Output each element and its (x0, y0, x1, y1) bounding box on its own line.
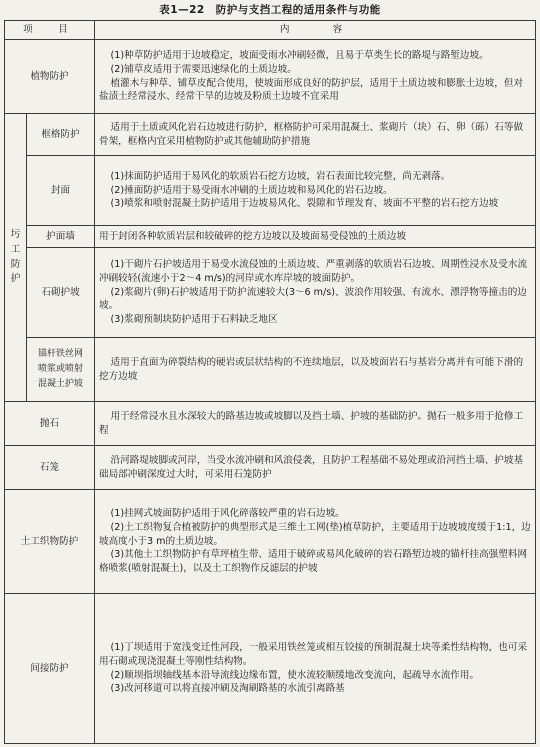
content-line: (2)捶面防护适用于易受雨水冲刷的土质边坡和易风化的岩石边坡。 (110, 184, 393, 196)
row-label: 抛石 (5, 402, 95, 446)
group-label-char: 护 (10, 273, 21, 285)
row-label: 石砌护坡 (27, 248, 95, 338)
row-content (95, 446, 536, 490)
content-line: (2)土工织物复合植被防护的典型形式是三维土工网(垫)植草防护，主要适用于边坡坡度缓于1:1，边坡高度小于3 m的土质边坡。 (99, 522, 531, 547)
row-label: 间接防护 (5, 594, 95, 744)
row-content (95, 114, 536, 156)
header-item: 项 目 (5, 21, 95, 40)
row-stone (5, 248, 536, 338)
content-line: 适用于土质或风化岩石边坡进行防护，框格防护可采用混凝土、浆砌片（块）石、卵（砾）石等做骨架，框格内宜采用植物防护或其他辅助防护措施 (99, 121, 524, 147)
row-riprap (5, 402, 536, 446)
row-label-line: 混凝土护坡 (37, 379, 83, 390)
content-line: (1)抹面防护适用于易风化的软质岩石挖方边坡，岩石表面比较完整，尚无剥落。 (110, 171, 451, 183)
row-plant (5, 40, 536, 114)
content-line: (3)浆砌预制块防护适用于石料缺乏地区 (110, 313, 278, 325)
content-line: 用于封闭各种软质岩层和较破碎的挖方边坡以及坡面易受侵蚀的土质边坡 (99, 230, 406, 242)
group-label-masonry (5, 114, 27, 402)
header-row (5, 21, 536, 40)
content-line: (3)其他土工织物防护有草坪植生带、适用于破碎或易风化破碎的岩石路堑边坡的锚杆挂高强塑料网格喷浆(喷射混凝土)，以及土工织物作反滤层的护坡 (99, 549, 528, 574)
row-label: 封面 (27, 156, 95, 226)
row-gabion (5, 446, 536, 490)
content-line: (3)喷浆和喷射混凝土防护适用于边坡易风化、裂隙和节理发育、坡面不平整的岩石挖方边坡 (110, 198, 499, 210)
content-line: 适用于直面为碎裂结构的硬岩或层状结构的不连续地层，以及坡面岩石与基岩分离并有可能下滑的挖方边坡 (99, 356, 524, 382)
protection-table (4, 20, 536, 744)
row-label: 土工织物防护 (5, 490, 95, 594)
row-indirect (5, 594, 536, 744)
row-label: 石笼 (5, 446, 95, 490)
row-content (95, 338, 536, 402)
row-cover (5, 156, 536, 226)
row-content (95, 226, 536, 248)
group-label-char: 工 (10, 243, 21, 255)
row-label: 植物防护 (5, 40, 95, 114)
group-label-char: 圬 (10, 228, 21, 240)
content-line: (1)挂网式坡面防护适用于风化碎落较严重的岩石边坡。 (110, 508, 345, 520)
row-label-line: 喷浆或喷射 (37, 363, 83, 374)
row-content (95, 594, 536, 744)
row-content (95, 156, 536, 226)
table-title: 表1—22 防护与支挡工程的适用条件与功能 (159, 4, 381, 16)
content-line: (2)顺坝指坝轴线基本沿导流线边缘布置，使水流较顺缓地改变流向，起疏导水流作用。 (110, 669, 480, 681)
content-line: (2)浆砌片(卵)石护坡适用于防护流速较大(3～6 m/s)、波浪作用较强、有流水、漂浮物等撞击的边坡。 (99, 286, 527, 312)
header-content: 内 容 (95, 21, 536, 40)
row-label: 护面墙 (27, 226, 95, 248)
row-label: 框格防护 (27, 114, 95, 156)
row-anchor (5, 338, 536, 402)
content-line: 沿河路堤坡脚或河岸，当受水流冲刷和风浪侵袭，且防护工程基础不易处理或沿河挡土墙、护坡基础局部冲刷深度过大时，可采用石笼防护 (99, 454, 524, 480)
content-line: (1)干砌片石护坡适用于易受水流侵蚀的土质边坡、严重剥落的软质岩石边坡、周期性浸水及受水流冲刷较轻(流速小于2～4 m/s)的河岸或水库岸坡的坡面防护。 (99, 259, 528, 285)
row-label-line: 锚杆铁丝网 (37, 348, 83, 359)
group-label-char: 防 (10, 258, 21, 270)
row-content (95, 490, 536, 594)
row-content (95, 40, 536, 114)
content-line: (1)种草防护适用于边坡稳定，坡面受雨水冲刷轻微，且易于草类生长的路堤与路堑边坡。 (110, 50, 489, 62)
row-content (95, 402, 536, 446)
content-line: 植灌木与种草、铺草皮配合使用，使坡面形成良好的防护层，适用于土质边坡和膨胀土边坡，但对盐渍土经常浸水、经常干旱的边坡及粉质土边坡不宜采用 (99, 77, 524, 103)
content-line: (1)丁坝适用于宽浅变迁性河段，一般采用铁丝笼或相互铰接的预制混凝土块等柔性结构物，也可采用石砌或现浇混凝土等刚性结构物。 (99, 642, 528, 667)
content-line: (2)铺草皮适用于需要迅速绿化的土质边坡。 (110, 63, 297, 75)
row-wall (5, 226, 536, 248)
content-line: (3)改河移道可以将直接冲刷及淘刷路基的水流引离路基 (110, 683, 345, 695)
row-content (95, 248, 536, 338)
row-frame (5, 114, 536, 156)
row-geo (5, 490, 536, 594)
row-label (27, 338, 95, 402)
content-line: 用于经常浸水且水深较大的路基边坡或坡脚以及挡土墙、护坡的基础防护。抛石一般多用于抢修工程 (99, 410, 524, 436)
